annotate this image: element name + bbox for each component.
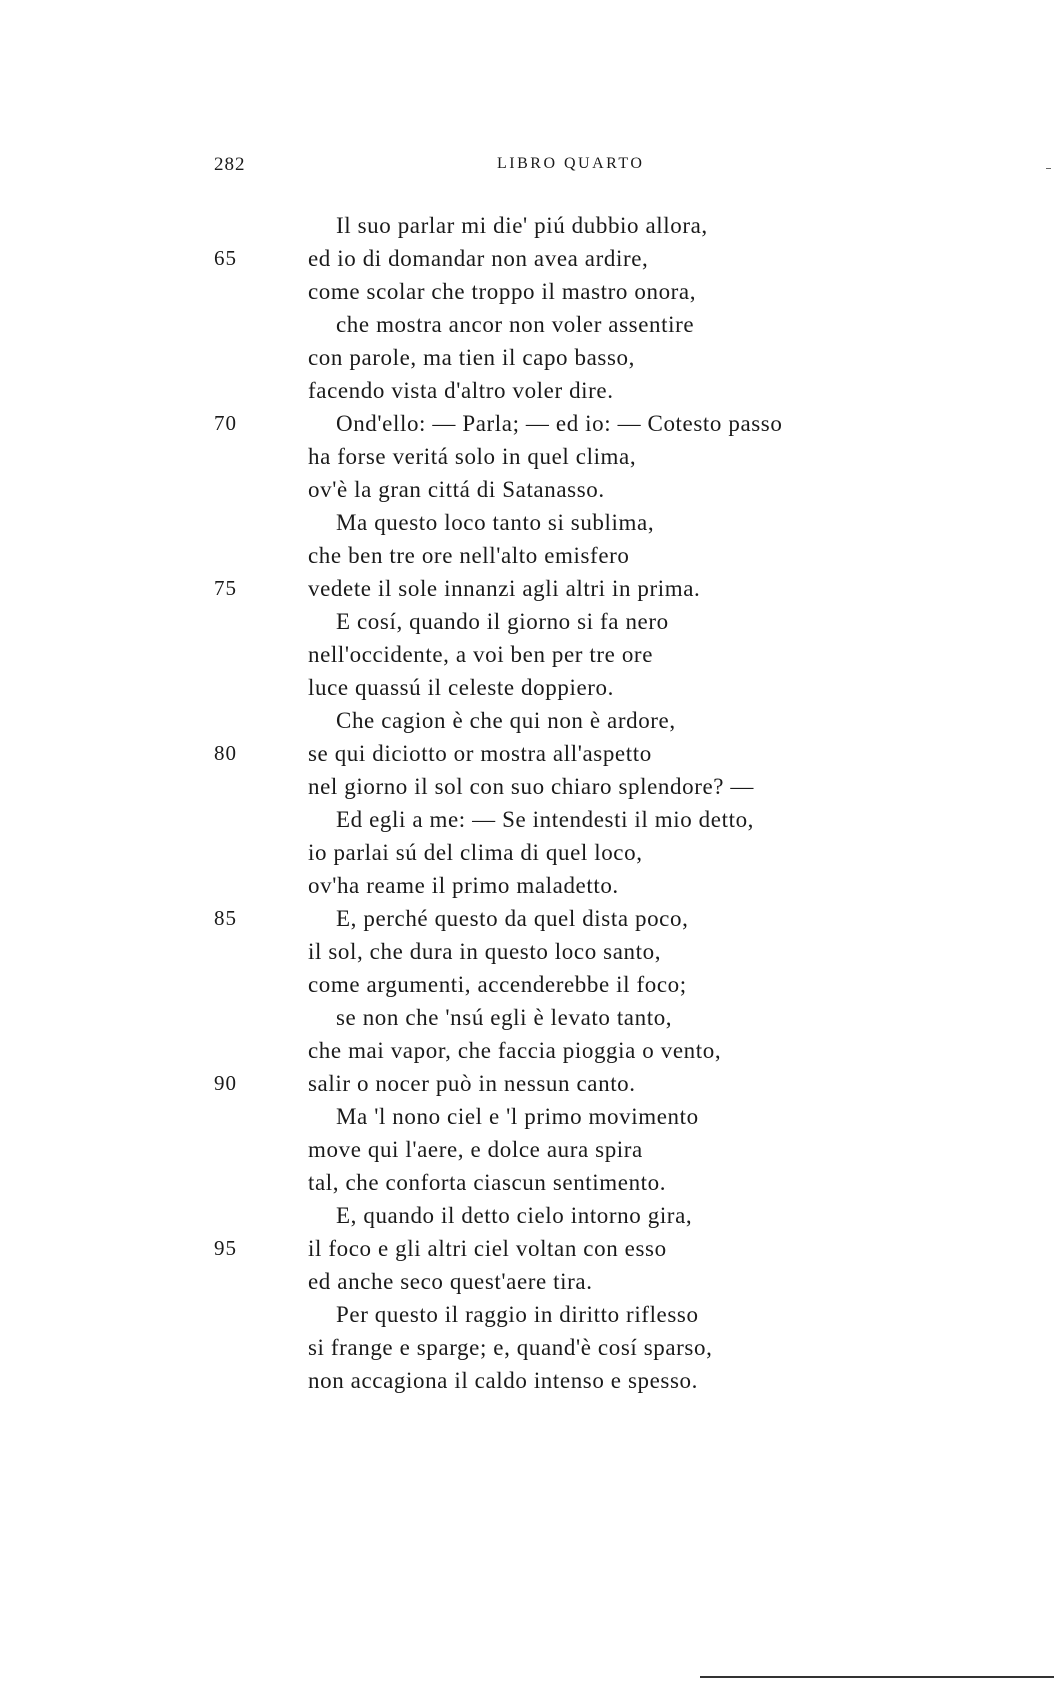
verse-line: se non che 'nsú egli è levato tanto, (336, 1005, 673, 1030)
verse-line: salir o nocer può in nessun canto. (308, 1071, 636, 1096)
line-number: 90 (214, 1071, 237, 1095)
line-number: 65 (214, 246, 237, 270)
verse-line: E, quando il detto cielo intorno gira, (336, 1203, 693, 1228)
verse-line: il sol, che dura in questo loco santo, (308, 939, 662, 964)
verse-line: luce quassú il celeste doppiero. (308, 675, 614, 700)
running-title: LIBRO QUARTO (497, 155, 645, 172)
line-number: 85 (214, 906, 237, 930)
verse-line: ha forse veritá solo in quel clima, (308, 444, 637, 469)
verse-line: si frange e sparge; e, quand'è cosí sparso, (308, 1335, 713, 1360)
line-number: 75 (214, 576, 237, 600)
verse-line: ov'ha reame il primo maladetto. (308, 873, 619, 898)
verse-line: nel giorno il sol con suo chiaro splendore? — (308, 774, 755, 799)
verse-block (308, 209, 888, 1397)
verse-line: ed anche seco quest'aere tira. (308, 1269, 593, 1294)
verse-line: come argumenti, accenderebbe il foco; (308, 972, 687, 997)
verse-line: Ond'ello: — Parla; — ed io: — Cotesto passo (336, 411, 783, 436)
line-number: 70 (214, 411, 237, 435)
verse-line: Il suo parlar mi die' piú dubbio allora, (336, 213, 708, 238)
verse-line: Ma 'l nono ciel e 'l primo movimento (336, 1104, 699, 1129)
verse-line: E cosí, quando il giorno si fa nero (336, 609, 669, 634)
verse-line: ed io di domandar non avea ardire, (308, 246, 649, 271)
verse-line: vedete il sole innanzi agli altri in prima. (308, 576, 701, 601)
line-number: 95 (214, 1236, 237, 1260)
verse-line: che ben tre ore nell'alto emisfero (308, 543, 630, 568)
verse-line: Per questo il raggio in diritto riflesso (336, 1302, 699, 1327)
verse-line: se qui diciotto or mostra all'aspetto (308, 741, 652, 766)
verse-line: move qui l'aere, e dolce aura spira (308, 1137, 643, 1162)
verse-line: Che cagion è che qui non è ardore, (336, 708, 676, 733)
line-number: 80 (214, 741, 237, 765)
verse-line: facendo vista d'altro voler dire. (308, 378, 614, 403)
verse-line: nell'occidente, a voi ben per tre ore (308, 642, 653, 667)
verse-line: con parole, ma tien il capo basso, (308, 345, 635, 370)
verse-line: che mostra ancor non voler assentire (336, 312, 695, 337)
verse-line: Ed egli a me: — Se intendesti il mio detto, (336, 807, 755, 832)
verse-line: come scolar che troppo il mastro onora, (308, 279, 697, 304)
verse-line: Ma questo loco tanto si sublima, (336, 510, 655, 535)
verse-line: non accagiona il caldo intenso e spesso. (308, 1368, 698, 1393)
verse-line: tal, che conforta ciascun sentimento. (308, 1170, 667, 1195)
margin-mark (1046, 168, 1051, 169)
verse-line: E, perché questo da quel dista poco, (336, 906, 689, 931)
verse-line: io parlai sú del clima di quel loco, (308, 840, 643, 865)
page-number: 282 (214, 154, 246, 175)
bottom-rule (700, 1676, 1054, 1678)
verse-line: il foco e gli altri ciel voltan con esso (308, 1236, 667, 1261)
verse-line: che mai vapor, che faccia pioggia o vento, (308, 1038, 722, 1063)
verse-line: ov'è la gran cittá di Satanasso. (308, 477, 605, 502)
